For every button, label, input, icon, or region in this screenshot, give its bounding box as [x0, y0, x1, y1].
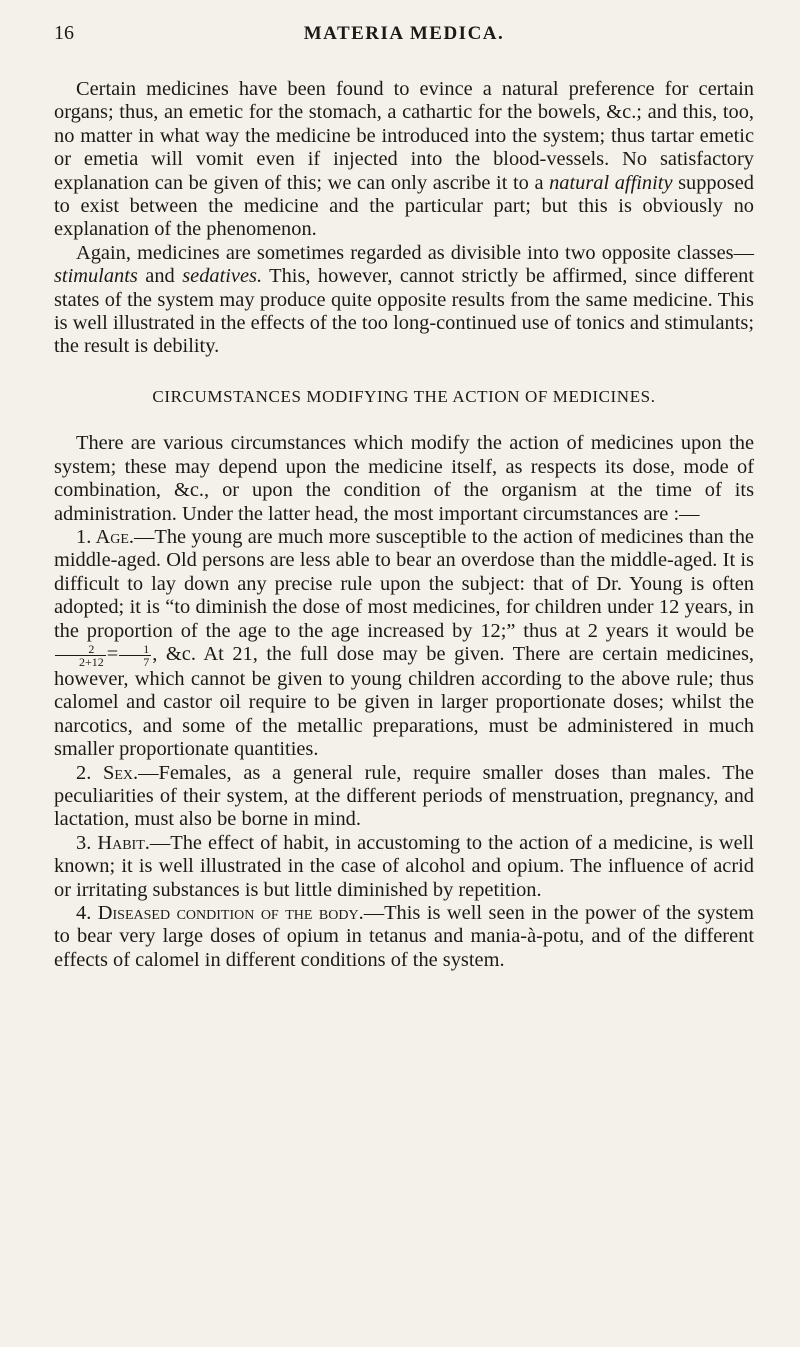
fraction-numerator: 2 — [55, 643, 106, 656]
item-label-age: 1. Age. — [76, 525, 134, 548]
fraction-result — [119, 643, 151, 668]
text-run: supposed to exist between the medicine and the particular part; but this is obviously no explanation of the phenomenon. — [54, 171, 754, 241]
fraction-dose — [55, 643, 106, 668]
item-label-sex: 2. Sex. — [76, 761, 139, 784]
text-run: Certain medicines have been found to evince a natural preference for certain organs; thus, an emetic for the stomach, a cathartic for the bowels, &c.; and this, too, no matter in what way the medicine be introduced into the system; thus tartar emetic or emetia will vomit even if injected into the blood-vessels. No satisfactory explanation can be given of this; we can only ascribe it to a — [54, 78, 754, 194]
text-run: Again, medicines are sometimes regarded as divisible into two opposite classes— — [76, 241, 754, 264]
item-label-habit: 3. Habit. — [76, 831, 150, 854]
equals-sign: = — [106, 643, 119, 666]
text-run: —The young are much more susceptible to the action of medicines than the middle-aged. Old persons are less able to bear an overdose than the middle-aged. It is difficult to lay down any precise rule upon the subject: that of Dr. Young is often adopted; it is “to diminish the dose of most medicines, for children under 12 years, in the proportion of the age to the age increased by 12;” thus at 2 years it would be — [54, 525, 754, 642]
paragraph-age — [54, 526, 754, 762]
running-title: MATERIA MEDICA. — [303, 23, 505, 44]
italic-term: sedatives. — [182, 265, 263, 288]
paragraph-diseased-condition — [54, 902, 754, 972]
fraction-numerator: 1 — [119, 643, 151, 656]
text-run: This, however, cannot strictly be affirmed, since different states of the system may produce quite opposite results from the same medicine. This is well illustrated in the effects of the too long-continued use of tonics and stimulants; the result is debility. — [54, 265, 754, 358]
page-number: 16 — [54, 22, 74, 44]
paragraph-circumstances-intro: There are various circumstances which modify the action of medicines upon the system; these may depend upon the medicine itself, as respects its dose, mode of combination, &c., or upon the condition of the organism at the time of its administration. Under the latter head, the most important circumstances are :— — [54, 432, 754, 525]
text-run: —The effect of habit, in accustoming to the action of a medicine, is well known; it is well illustrated in the case of alcohol and opium. The influence of acrid or irritating substances is but little diminished by repetition. — [54, 831, 754, 901]
item-label-diseased-condition: 4. Diseased condition of the body. — [76, 902, 364, 924]
text-run: and — [137, 265, 183, 288]
text-run: —Females, as a general rule, require smaller doses than males. The peculiarities of their system, at the different periods of menstruation, pregnancy, and lactation, must also be borne in mind. — [54, 761, 754, 831]
italic-term: natural affinity — [549, 171, 673, 194]
paragraph-sex — [54, 762, 754, 832]
fraction-denominator: 2+12 — [79, 654, 104, 669]
running-head — [54, 18, 754, 48]
text-run: , &c. At 21, the full dose may be given. There are certain medicines, however, which cannot be given to young children according to the above rule; thus calomel and castor oil require to be given in larger proportionate doses; whilst the narcotics, and some of the metallic preparations, must be administered in much smaller proportionate quantities. — [54, 643, 754, 761]
body-text — [54, 78, 754, 972]
fraction-denominator: 7 — [143, 654, 150, 669]
paragraph-stimulants-sedatives — [54, 242, 754, 359]
paragraph-natural-preference — [54, 78, 754, 242]
text-run: —This is well seen in the power of the system to bear very large doses of opium in tetanus and mania-à-potu, and of the different effects of calomel in different conditions of the system. — [54, 902, 754, 971]
section-heading: CIRCUMSTANCES MODIFYING THE ACTION OF MEDICINES. — [152, 386, 656, 406]
paragraph-habit — [54, 832, 754, 902]
italic-term: stimulants — [54, 265, 138, 288]
